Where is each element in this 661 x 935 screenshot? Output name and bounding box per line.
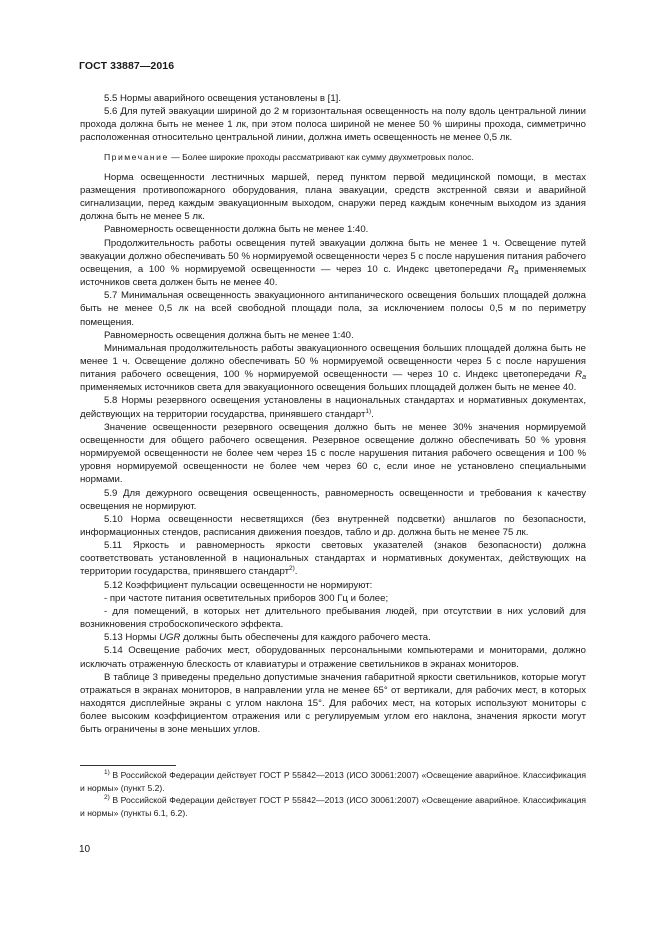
list-item-stroboscopic: - для помещений, в которых нет длительного пребывания людей, при отсутствии в них условий для возникновения стробоскопического эффекта. bbox=[80, 605, 586, 631]
footnote-ref-1[interactable]: 1) bbox=[365, 407, 372, 415]
page-number: 10 bbox=[79, 844, 91, 855]
paragraph-uniformity-1: Равномерность освещенности должна быть не менее 1:40. bbox=[104, 224, 369, 236]
paragraph-5-12: 5.12 Коэффициент пульсации освещенности не нормируют: bbox=[104, 579, 373, 591]
footnote-2: $^{2)}$ В Российской Федерации действует ГОСТ Р 55842—2013 (ИСО 30061:2007) «Освещение аварийное. Классификация и нормы» (пункты 6.1, 6.2). bbox=[80, 794, 586, 818]
ra-symbol-2: $R_a$ bbox=[575, 369, 586, 382]
document-body bbox=[80, 92, 586, 737]
paragraph-staircase-illuminance: Норма освещенности лестничных маршей, перед пунктом первой медицинской помощи, в местах размещения противопожарного оборудования, плана эвакуации, средств экстренной связи и аварийной сигнализации, перед каждым эвакуационным выходом, снаружи перед каждым конечным выходом из здания должна быть не менее 5 лк. bbox=[80, 171, 586, 223]
paragraph-uniformity-2: Равномерность освещения должна быть не менее 1:40. bbox=[104, 329, 354, 341]
paragraph-5-8: 5.8 Нормы резервного освещения установлены в национальных стандартах и нормативных документах, действующих на территории государства, принявшего стандарт$^{1)}$. bbox=[80, 395, 586, 420]
duration-large-text-b: применяемых источников света для эвакуационного освещения больших площадей должен быть не менее 40. bbox=[80, 382, 577, 394]
note-label: Примечание bbox=[104, 151, 169, 162]
duration-escape-text-a: Продолжительность работы освещения путей эвакуации должна быть не менее 1 ч. Освещение путей эвакуации должно обеспечивать 50 % нормируемой освещенности через 5 с после нарушения питания рабочего освещения, а 100 % нормируемой освещенности — через 10 с. Индекс цветопередачи bbox=[80, 237, 586, 275]
paragraph-5-7: 5.7 Минимальная освещенность эвакуационного антипанического освещения больших площадей должна быть не менее 0,5 лк на всей свободной площади пола, за исключением полосы 0,5 м по периметру помещения. bbox=[80, 290, 586, 328]
paragraph-5-13: 5.13 Нормы UGR должны быть обеспечены для каждого рабочего места. bbox=[104, 632, 431, 644]
paragraph-5-14: 5.14 Освещение рабочих мест, оборудованных персональными компьютерами и мониторами, должно исключать отраженную блескость от клавиатуры и отражение светильников в экранах мониторов. bbox=[80, 645, 586, 670]
paragraph-5-11: 5.11 Яркость и равномерность яркости световых указателей (знаков безопасности) должна соответствовать установленной в национальных стандартах и нормативных документах, действующих на территории государства, принявшего стандарт$^{2)}$. bbox=[80, 540, 586, 578]
paragraph-reserve-lighting: Значение освещенности резервного освещения должно быть не менее 30% значения нормируемой освещенности для общего рабочего освещения. Резервное освещение должно обеспечивать 50 % уровня нормируемой освещенности не более чем через 15 с после нарушения питания рабочего освещения и 100 % уровня нормируемой освещенности не более чем через 60 с, если иное не установлено специальными нормами. bbox=[80, 421, 586, 486]
note-paragraph bbox=[80, 151, 586, 164]
note-text: — Более широкие проходы рассматривают как сумму двухметровых полос. bbox=[168, 151, 474, 162]
footnotes-section bbox=[80, 765, 586, 819]
paragraph-5-10: 5.10 Норма освещенности несветящихся (без внутренней подсветки) аншлагов по безопасности, информационных стендов, расписания движения поездов, табло и др. должна быть не менее 75 лк. bbox=[80, 513, 586, 538]
duration-escape-text-b: применяемых источников света должен быть не менее 40. bbox=[80, 263, 587, 289]
paragraph-5-6: 5.6 Для путей эвакуации шириной до 2 м горизонтальная освещенность на полу вдоль центральной линии прохода должна быть не менее 1 лк, при этом полоса шириной не менее 50 % ширины прохода, симметрично расположенная относительно центральной линии, должна иметь освещенность не менее 0,5 лк. bbox=[80, 106, 586, 144]
ra-symbol: $R_a$ bbox=[507, 263, 519, 276]
footnote-ref-2[interactable]: 2) bbox=[288, 565, 295, 573]
document-header: ГОСТ 33887—2016 bbox=[79, 60, 175, 72]
duration-large-text-a: Минимальная продолжительность работы эвакуационного освещения больших площадей должна быть не менее 1 ч. Освещение должно обеспечивать 50 % нормируемой освещенности через 5 с после нарушения питания рабочего освещения, 100 % нормируемой освещенности — через 10 с. Индекс цветопередачи bbox=[80, 342, 586, 381]
list-item-300hz: - при частоте питания осветительных приборов 300 Гц и более; bbox=[104, 592, 389, 604]
paragraph-5-5: 5.5 Нормы аварийного освещения установлены в [1]. bbox=[104, 93, 341, 104]
footnote-1: $^{1)}$ В Российской Федерации действует ГОСТ Р 55842—2013 (ИСО 30061:2007) «Освещение аварийное. Классификация и нормы» (пункт 5.2). bbox=[80, 769, 586, 793]
footnote-divider bbox=[80, 765, 176, 766]
ugr-symbol: UGR bbox=[159, 632, 181, 644]
paragraph-table-3: В таблице 3 приведены предельно допустимые значения габаритной яркости светильников, которые могут отражаться в экранах мониторов, в направлении угла не менее 65° от вертикали, для рабочих мест, в которых находятся дисплейные экраны с углом наклона 15°. Для рабочих мест, на которых используют мониторы с более высоким коэффициентом отражения или с регулируемым углом его наклона, значения яркости могут быть ограничены в зоне меньших углов. bbox=[80, 671, 586, 736]
paragraph-duration-large-areas bbox=[80, 342, 586, 395]
paragraph-duration-escape bbox=[80, 237, 586, 290]
paragraph-5-9: 5.9 Для дежурного освещения освещенность, равномерность освещенности и требования к качеству освещения не нормируют. bbox=[80, 487, 586, 512]
